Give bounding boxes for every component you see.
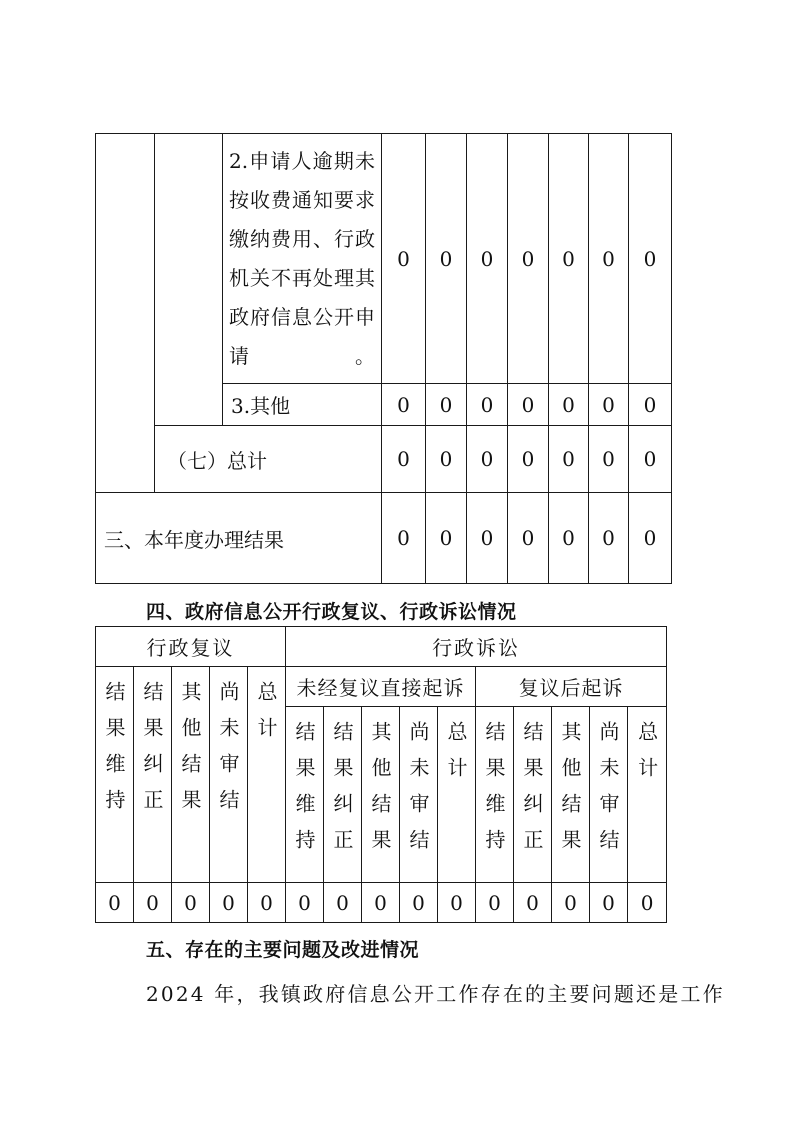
section-heading: 五、存在的主要问题及改进情况 bbox=[146, 939, 420, 961]
value-cell: 0 bbox=[400, 883, 438, 923]
row-label: （七）总计 bbox=[155, 426, 382, 493]
direct-col-header bbox=[400, 707, 438, 883]
value-cell: 0 bbox=[286, 883, 324, 923]
value-cell: 0 bbox=[467, 426, 508, 493]
section-heading: 四、政府信息公开行政复议、行政诉讼情况 bbox=[146, 601, 517, 623]
value-cell: 0 bbox=[324, 883, 362, 923]
direct-col-header bbox=[362, 707, 400, 883]
after-review-header: 复议后起诉 bbox=[476, 667, 667, 707]
value-cell: 0 bbox=[382, 384, 426, 426]
blank-cell bbox=[155, 134, 223, 426]
value-cell: 0 bbox=[629, 134, 672, 384]
value-cell: 0 bbox=[508, 384, 549, 426]
value-cell: 0 bbox=[426, 134, 467, 384]
review-col-header bbox=[210, 667, 248, 883]
value-cell: 0 bbox=[552, 883, 590, 923]
value-cell: 0 bbox=[508, 426, 549, 493]
value-cell: 0 bbox=[248, 883, 286, 923]
value-cell: 0 bbox=[476, 883, 514, 923]
review-col-text: 其他结果 bbox=[178, 681, 202, 825]
value-cell: 0 bbox=[589, 134, 629, 384]
direct-col-text: 总计 bbox=[444, 721, 469, 793]
value-cell: 0 bbox=[589, 493, 629, 584]
after-col-header bbox=[628, 707, 667, 883]
review-col-text: 结果纠正 bbox=[140, 681, 164, 825]
review-col-text: 尚未审结 bbox=[216, 681, 240, 825]
value-cell: 0 bbox=[549, 134, 589, 384]
litigation-header: 行政诉讼 bbox=[286, 627, 667, 667]
row-label: 2.申请人逾期未按收费通知要求缴纳费用、行政机关不再处理其政府信息公开申请。 bbox=[223, 134, 382, 384]
value-cell: 0 bbox=[438, 883, 476, 923]
value-cell: 0 bbox=[629, 384, 672, 426]
after-col-text: 尚未审结 bbox=[596, 721, 621, 865]
results-table bbox=[95, 133, 672, 584]
value-cell: 0 bbox=[514, 883, 552, 923]
review-header: 行政复议 bbox=[96, 627, 286, 667]
value-cell: 0 bbox=[589, 384, 629, 426]
review-col-header bbox=[134, 667, 172, 883]
value-cell: 0 bbox=[508, 134, 549, 384]
value-cell: 0 bbox=[382, 134, 426, 384]
review-col-text: 结果维持 bbox=[102, 681, 126, 825]
value-cell: 0 bbox=[467, 384, 508, 426]
after-col-text: 结果纠正 bbox=[520, 721, 545, 865]
value-cell: 0 bbox=[467, 493, 508, 584]
value-cell: 0 bbox=[382, 493, 426, 584]
after-col-header bbox=[476, 707, 514, 883]
after-col-text: 结果维持 bbox=[482, 721, 507, 865]
value-cell: 0 bbox=[172, 883, 210, 923]
row-label: 三、本年度办理结果 bbox=[96, 493, 382, 584]
direct-col-header bbox=[438, 707, 476, 883]
body-paragraph: 2024 年，我镇政府信息公开工作存在的主要问题还是工作 bbox=[146, 982, 725, 1006]
value-cell: 0 bbox=[549, 493, 589, 584]
review-col-text: 总计 bbox=[254, 681, 278, 753]
value-cell: 0 bbox=[426, 426, 467, 493]
value-cell: 0 bbox=[629, 426, 672, 493]
value-cell: 0 bbox=[589, 426, 629, 493]
value-cell: 0 bbox=[382, 426, 426, 493]
blank-cell bbox=[96, 134, 155, 493]
direct-col-text: 结果维持 bbox=[292, 721, 317, 865]
direct-col-text: 结果纠正 bbox=[330, 721, 355, 865]
after-col-header bbox=[590, 707, 628, 883]
value-cell: 0 bbox=[426, 493, 467, 584]
value-cell: 0 bbox=[362, 883, 400, 923]
value-cell: 0 bbox=[549, 426, 589, 493]
after-col-header bbox=[552, 707, 590, 883]
after-col-header bbox=[514, 707, 552, 883]
value-cell: 0 bbox=[426, 384, 467, 426]
after-col-text: 总计 bbox=[634, 721, 659, 793]
value-cell: 0 bbox=[134, 883, 172, 923]
value-cell: 0 bbox=[96, 883, 134, 923]
value-cell: 0 bbox=[210, 883, 248, 923]
value-cell: 0 bbox=[467, 134, 508, 384]
direct-col-text: 尚未审结 bbox=[406, 721, 431, 865]
value-cell: 0 bbox=[508, 493, 549, 584]
direct-col-header bbox=[324, 707, 362, 883]
value-cell: 0 bbox=[549, 384, 589, 426]
review-litigation-table bbox=[95, 626, 667, 923]
row-label: 3.其他 bbox=[223, 384, 382, 426]
direct-suit-header: 未经复议直接起诉 bbox=[286, 667, 476, 707]
direct-col-header bbox=[286, 707, 324, 883]
review-col-header bbox=[172, 667, 210, 883]
value-cell: 0 bbox=[629, 493, 672, 584]
after-col-text: 其他结果 bbox=[558, 721, 583, 865]
value-cell: 0 bbox=[590, 883, 628, 923]
direct-col-text: 其他结果 bbox=[368, 721, 393, 865]
review-col-header bbox=[248, 667, 286, 883]
review-col-header bbox=[96, 667, 134, 883]
value-cell: 0 bbox=[628, 883, 667, 923]
